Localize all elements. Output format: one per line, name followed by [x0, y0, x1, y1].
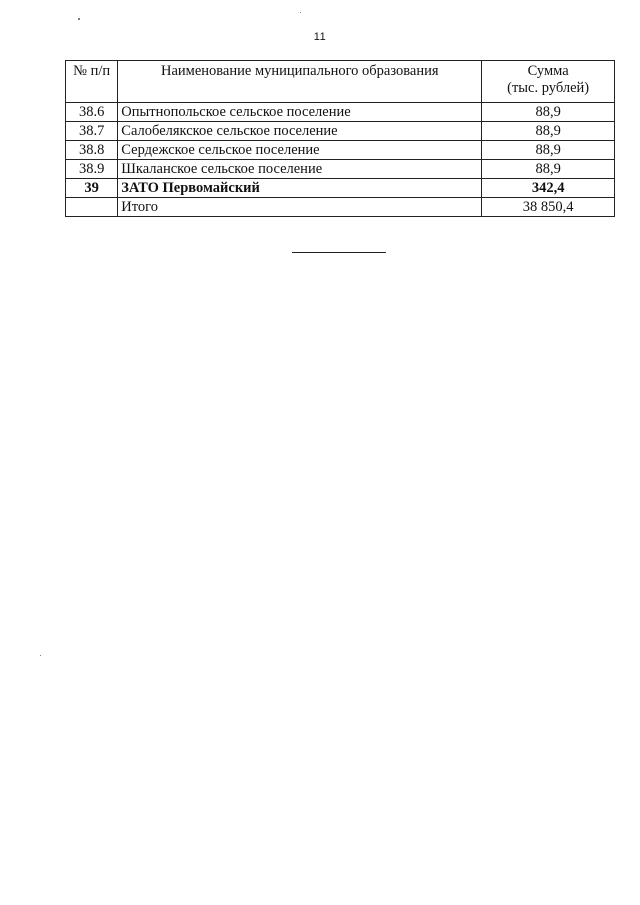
row-num: 39 [66, 179, 118, 198]
total-num [66, 198, 118, 217]
row-name: ЗАТО Первомайский [118, 179, 482, 198]
scan-speck [40, 655, 41, 656]
row-num: 38.6 [66, 103, 118, 122]
end-divider-line [292, 252, 386, 253]
table-header-row [66, 61, 615, 103]
total-label: Итого [118, 198, 482, 217]
page-number: 11 [313, 31, 327, 43]
header-sum [482, 61, 615, 103]
table-row [66, 160, 615, 179]
row-sum: 88,9 [482, 141, 615, 160]
table-total-row [66, 198, 615, 217]
header-num: № п/п [66, 61, 118, 103]
row-name: Салобелякское сельское поселение [118, 122, 482, 141]
row-name: Шкаланское сельское поселение [118, 160, 482, 179]
table-row [66, 103, 615, 122]
row-sum: 88,9 [482, 122, 615, 141]
scan-speck [78, 18, 80, 20]
row-name: Опытнопольское сельское поселение [118, 103, 482, 122]
municipal-allocation-table [65, 60, 615, 217]
table-row [66, 179, 615, 198]
table-row [66, 141, 615, 160]
row-sum: 342,4 [482, 179, 615, 198]
row-sum: 88,9 [482, 103, 615, 122]
row-num: 38.8 [66, 141, 118, 160]
row-name: Сердежское сельское поселение [118, 141, 482, 160]
header-sum-line2: (тыс. рублей) [507, 80, 590, 96]
table-row [66, 122, 615, 141]
scan-speck [300, 12, 301, 13]
total-sum: 38 850,4 [482, 198, 615, 217]
header-sum-line1: Сумма [527, 63, 569, 79]
row-num: 38.9 [66, 160, 118, 179]
row-num: 38.7 [66, 122, 118, 141]
header-name: Наименование муниципального образования [118, 61, 482, 103]
row-sum: 88,9 [482, 160, 615, 179]
